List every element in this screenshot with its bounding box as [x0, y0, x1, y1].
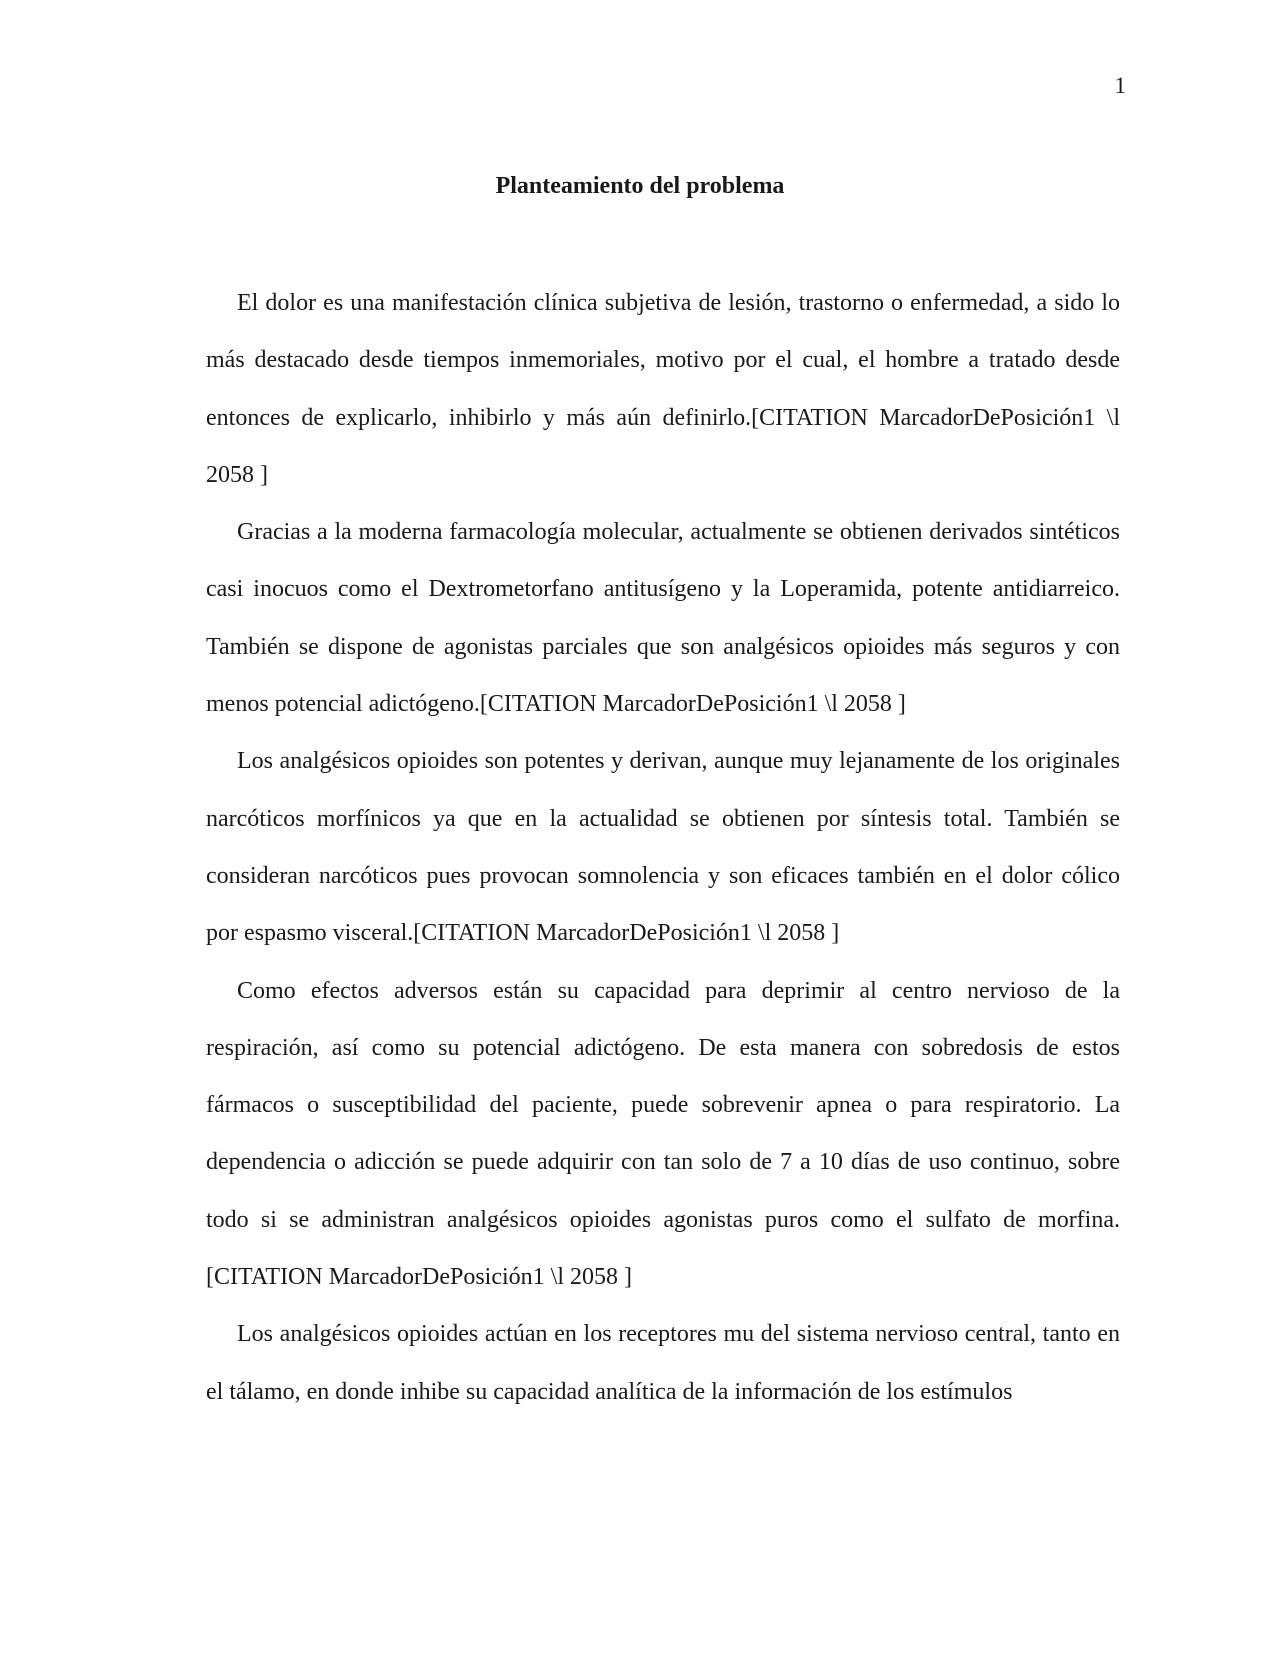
section-title: Planteamiento del problema: [495, 173, 785, 199]
paragraph-receptores-mu: Los analgésicos opioides actúan en los receptores mu del sistema nervioso central, tanto en el tálamo, en donde inhibe su capacidad analítica de la información de los estímulos: [206, 1321, 1120, 1405]
paragraph-efectos-adversos: Como efectos adversos están su capacidad para deprimir al centro nervioso de la respiración, así como su potencial adictógeno. De esta manera con sobredosis de estos fármacos o susceptibilidad del paciente, puede sobrevenir apnea o para respiratorio. La dependencia o adicción se puede adquirir con tan solo de 7 a 10 días de uso continuo, sobre todo si se administran analgésicos opioides agonistas puros como el sulfato de morfina. [CITATION MarcadorDePosición1 \l 2058 ]: [206, 977, 1120, 1291]
paragraph-dolor: El dolor es una manifestación clínica subjetiva de lesión, trastorno o enfermedad, a sido lo más destacado desde tiempos inmemoriales, motivo por el cual, el hombre a tratado desde entonces de explicarlo, inhibirlo y más aún definirlo.[CITATION MarcadorDePosición1 \l 2058 ]: [206, 290, 1120, 488]
page-number: 1: [1114, 73, 1126, 98]
paragraph-analgesicos-potentes: Los analgésicos opioides son potentes y derivan, aunque muy lejanamente de los originales narcóticos morfínicos ya que en la actualidad se obtienen por síntesis total. También se consideran narcóticos pues provocan somnolencia y son eficaces también en el dolor cólico por espasmo visceral.[CITATION MarcadorDePosición1 \l 2058 ]: [206, 748, 1120, 947]
body-text: [206, 275, 1120, 1421]
paragraph-farmacologia: Gracias a la moderna farmacología molecular, actualmente se obtienen derivados sintéticos casi inocuos como el Dextrometorfano antitusígeno y la Loperamida, potente antidiarreico. También se dispone de agonistas parciales que son analgésicos opioides más seguros y con menos potencial adictógeno.[CITATION MarcadorDePosición1 \l 2058 ]: [206, 519, 1120, 718]
